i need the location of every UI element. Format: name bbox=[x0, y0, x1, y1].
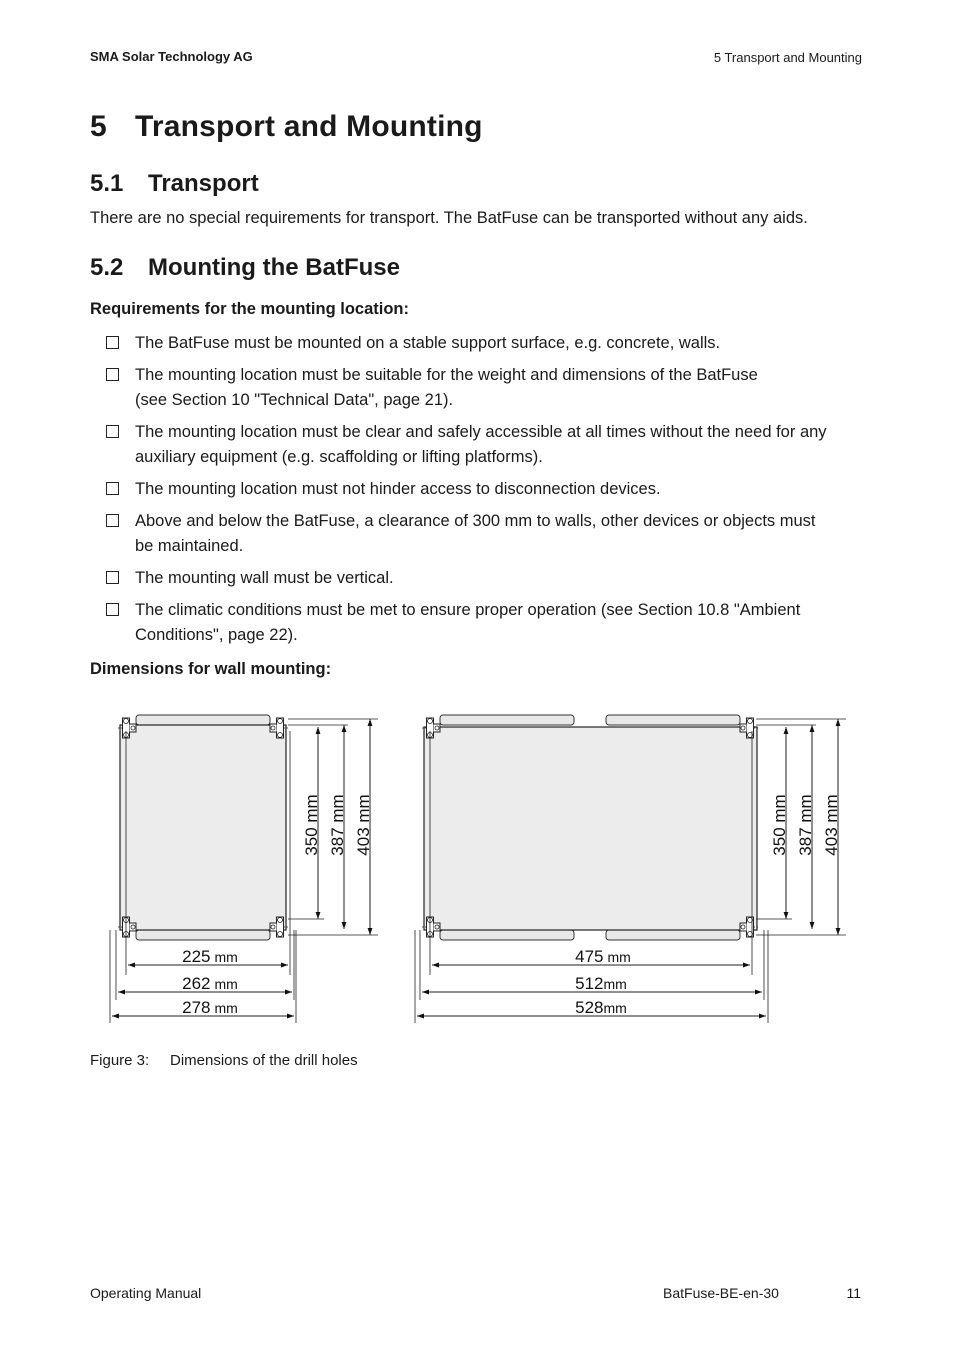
dimensions-heading: Dimensions for wall mounting: bbox=[90, 660, 332, 678]
dim-value: 278 bbox=[182, 998, 211, 1017]
list-item-line: (see Section 10 "Technical Data", page 21). bbox=[135, 391, 454, 409]
dim-value: 225 bbox=[182, 947, 211, 966]
chapter-number: 5 bbox=[90, 110, 107, 143]
dim-unit: mm bbox=[603, 1000, 627, 1016]
figure-caption bbox=[90, 1052, 358, 1069]
list-item-line: Conditions", page 22). bbox=[135, 626, 298, 644]
dim-large-h-528 bbox=[575, 998, 627, 1017]
drill-hole-dimensions-drawing bbox=[98, 705, 858, 1030]
section-transport-title bbox=[90, 170, 259, 198]
checkbox-icon bbox=[106, 571, 119, 584]
large-unit-drawing bbox=[415, 715, 846, 1023]
section-mounting-number: 5.2 bbox=[90, 254, 124, 281]
checkbox-icon bbox=[106, 336, 119, 349]
list-item bbox=[104, 420, 864, 470]
dim-small-v-403: 403 mm bbox=[354, 794, 373, 856]
checkbox-icon bbox=[106, 482, 119, 495]
dim-unit: mm bbox=[214, 949, 238, 965]
list-item-line: The mounting location must be clear and safely accessible at all times without the need for any bbox=[135, 423, 827, 441]
dim-small-v-387: 387 mm bbox=[328, 794, 347, 856]
dim-small-h-262 bbox=[182, 974, 238, 993]
dim-unit: mm bbox=[214, 1000, 238, 1016]
checkbox-icon bbox=[106, 514, 119, 527]
dim-large-v-350: 350 mm bbox=[770, 794, 789, 856]
dim-value: 512 bbox=[575, 974, 604, 993]
figure-caption-text: Dimensions of the drill holes bbox=[170, 1052, 358, 1069]
dim-value: 475 bbox=[575, 947, 604, 966]
list-item bbox=[104, 566, 864, 591]
checkbox-icon bbox=[106, 368, 119, 381]
dim-value: 262 bbox=[182, 974, 211, 993]
list-item-line: The mounting wall must be vertical. bbox=[135, 569, 394, 587]
checkbox-icon bbox=[106, 425, 119, 438]
dim-unit: mm bbox=[603, 976, 627, 992]
list-item-line: Above and below the BatFuse, a clearance of 300 mm to walls, other devices or objects must bbox=[135, 512, 816, 530]
footer-manual: Operating Manual bbox=[90, 1285, 202, 1301]
dim-small-v-350: 350 mm bbox=[302, 794, 321, 856]
dim-large-h-475 bbox=[575, 947, 631, 966]
dim-value: 528 bbox=[575, 998, 604, 1017]
list-item-line: The mounting location must be suitable for the weight and dimensions of the BatFuse bbox=[135, 366, 758, 384]
header-chapter: 5 Transport and Mounting bbox=[713, 50, 862, 65]
figure-label: Figure 3: bbox=[90, 1052, 150, 1069]
list-item-line: auxiliary equipment (e.g. scaffolding or lifting platforms). bbox=[135, 448, 543, 466]
list-item bbox=[104, 477, 864, 502]
page-number: 11 bbox=[846, 1285, 861, 1301]
list-item bbox=[104, 509, 864, 559]
list-item-line: be maintained. bbox=[135, 537, 244, 555]
dim-large-v-387: 387 mm bbox=[796, 794, 815, 856]
section-transport-title-text: Transport bbox=[148, 170, 259, 197]
list-item-line: The mounting location must not hinder access to disconnection devices. bbox=[135, 480, 661, 498]
dim-large-h-512 bbox=[575, 974, 627, 993]
chapter-title bbox=[90, 110, 483, 144]
list-item bbox=[104, 331, 864, 356]
requirements-heading: Requirements for the mounting location: bbox=[90, 300, 410, 318]
header-company: SMA Solar Technology AG bbox=[90, 49, 253, 64]
list-item bbox=[104, 598, 864, 648]
dim-small-h-278 bbox=[182, 998, 238, 1017]
dim-small-h-225 bbox=[182, 947, 238, 966]
section-transport-number: 5.1 bbox=[90, 170, 124, 197]
list-item bbox=[104, 363, 864, 413]
requirements-list bbox=[104, 331, 864, 655]
chapter-title-text: Transport and Mounting bbox=[135, 110, 483, 143]
section-mounting-title-text: Mounting the BatFuse bbox=[148, 254, 400, 281]
footer-doc-id: BatFuse-BE-en-30 bbox=[663, 1285, 779, 1301]
dim-unit: mm bbox=[607, 949, 631, 965]
dim-unit: mm bbox=[214, 976, 238, 992]
checkbox-icon bbox=[106, 603, 119, 616]
dim-large-v-403: 403 mm bbox=[822, 794, 841, 856]
section-mounting-title bbox=[90, 254, 400, 282]
small-unit-drawing bbox=[110, 715, 378, 1023]
transport-paragraph: There are no special requirements for transport. The BatFuse can be transported without any aids. bbox=[90, 209, 808, 227]
list-item-line: The climatic conditions must be met to ensure proper operation (see Section 10.8 "Ambient bbox=[135, 601, 801, 619]
list-item-line: The BatFuse must be mounted on a stable support surface, e.g. concrete, walls. bbox=[135, 334, 721, 352]
